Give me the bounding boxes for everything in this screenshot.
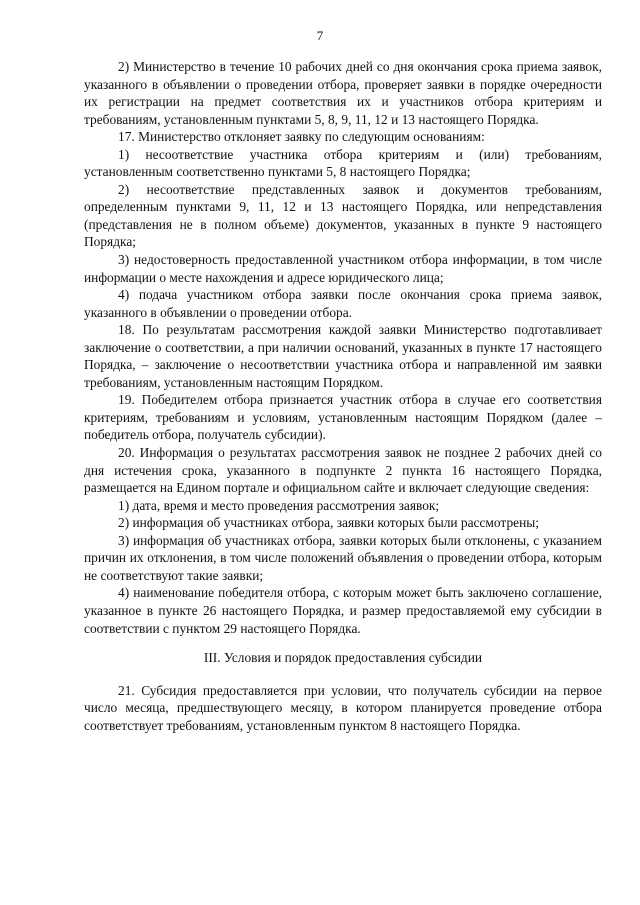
paragraph-17: 17. Министерство отклоняет заявку по следующим основаниям: [118,129,485,145]
paragraph-20-4: 4) наименование победителя отбора, с которым может быть заключено соглашение, указанное в пункте 26 настоящего Порядка, и размер предоставляемой ему субсидии в соответствии с пунктом 29 настоящего Порядка. [84,585,602,636]
page-number: 7 [316,28,324,43]
paragraph-20-3: 3) информация об участниках отбора, заявки которых были отклонены, с указанием причин их отклонения, в том числе положений объявления о проведении отбора, которым не соответствуют такие заявки; [84,532,602,583]
section-heading: III. Условия и порядок предоставления субсидии [203,650,483,666]
paragraph-20-2: 2) информация об участниках отбора, заявки которых были рассмотрены; [118,515,539,531]
paragraph-17-1: 1) несоответствие участника отбора критериям и (или) требованиям, установленным соответственно пунктами 5, 8 настоящего Порядка; [84,146,602,180]
paragraph-20-1: 1) дата, время и место проведения рассмотрения заявок; [118,497,440,513]
paragraph-19: 19. Победителем отбора признается участник отбора в случае его соответствия критериям, требованиям и условиям, установленным настоящим Порядком (далее – победитель отбора, получатель субсидии). [84,392,602,443]
paragraph-20: 20. Информация о результатах рассмотрения заявок не позднее 2 рабочих дней со дня истечения срока, указанного в подпункте 2 пункта 16 настоящего Порядка, размещается на Едином портале и официальном сайте и включает следующие сведения: [84,445,602,496]
paragraph-21: 21. Субсидия предоставляется при условии, что получатель субсидии на первое число месяца, предшествующего месяцу, в котором планируется проведение отбора соответствует требованиям, установленным пунктом 8 настоящего Порядка. [84,682,602,733]
paragraph-17-3: 3) недостоверность предоставленной участником отбора информации, в том числе информации о месте нахождения и адресе юридического лица; [84,252,602,285]
paragraph-17-4: 4) подача участником отбора заявки после окончания срока приема заявок, указанного в объявлении о проведении отбора. [84,287,602,320]
paragraph-16-2: 2) Министерство в течение 10 рабочих дней со дня окончания срока приема заявок, указанного в объявлении о проведении отбора, проверяет заявки в порядке очередности их регистрации на предмет соответствия их и участников отбора критериям и требованиям, установленным пунктами 5, 8, 9, 11, 12 и 13 настоящего Порядка. [84,59,602,127]
paragraph-18: 18. По результатам рассмотрения каждой заявки Министерство подготавливает заключение о соответствии, а при наличии оснований, указанных в пункте 17 настоящего Порядка, – заключение о несоответствии участника отбора и направленной им заявки требованиям, установленным настоящим Порядком. [84,322,602,390]
paragraph-17-2: 2) несоответствие представленных заявок и документов требованиям, определенным пунктами 9, 11, 12 и 13 настоящего Порядка, или непредставления (представления не в полном объеме) документов, указанных в пункте 9 настоящего Порядка; [84,181,602,250]
document-body [84,58,602,734]
